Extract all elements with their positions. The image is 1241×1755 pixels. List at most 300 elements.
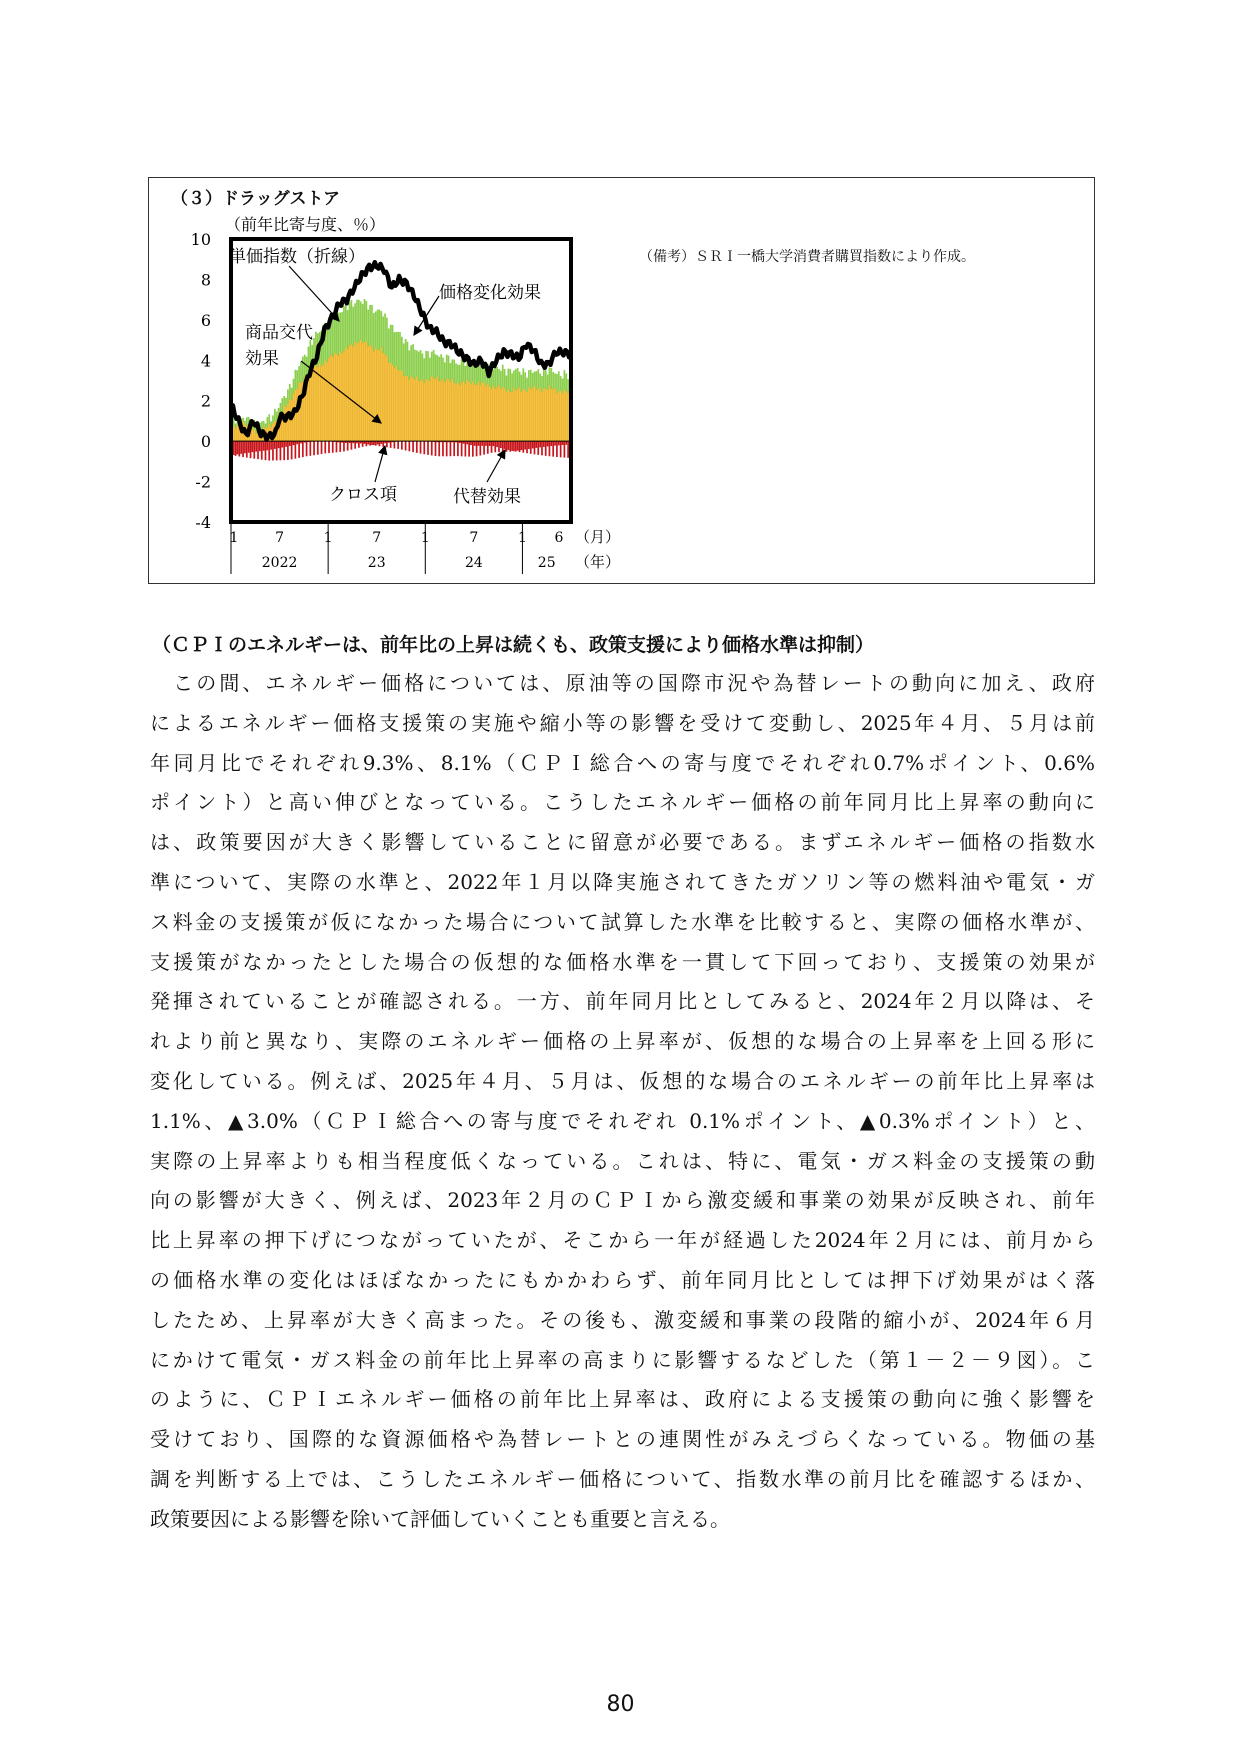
mix-bar xyxy=(369,345,371,441)
price-bar xyxy=(405,339,407,376)
cross-bar xyxy=(487,441,489,454)
price-bar xyxy=(422,353,424,379)
mix-bar xyxy=(371,347,373,441)
cross-bar xyxy=(476,441,478,456)
price-bar xyxy=(427,351,429,379)
price-bar xyxy=(494,368,496,389)
paragraph-line: 受けており、国際的な資源価格や為替レートとの連関性がみえづらくなっている。物価の基 xyxy=(150,1427,1095,1452)
cross-bar xyxy=(526,441,528,453)
mix-bar xyxy=(380,347,382,441)
price-bar xyxy=(352,307,354,347)
price-bar xyxy=(504,369,506,388)
cross-bar xyxy=(550,441,552,446)
price-bar xyxy=(457,365,459,382)
cross-bar xyxy=(309,441,311,456)
chart xyxy=(149,178,1094,583)
mix-bar xyxy=(530,389,532,441)
cross-bar xyxy=(537,441,539,455)
cross-bar xyxy=(343,441,345,451)
cross-bar xyxy=(295,441,297,458)
mix-bar xyxy=(403,376,405,441)
cross-bar xyxy=(382,441,384,447)
mix-bar xyxy=(446,379,448,441)
price-bar xyxy=(556,374,558,393)
price-bar xyxy=(543,368,545,388)
mix-bar xyxy=(444,382,446,441)
price-bar xyxy=(266,417,268,427)
price-bar xyxy=(526,378,528,392)
cross-bar xyxy=(375,441,377,445)
mix-bar xyxy=(442,379,444,441)
cross-bar xyxy=(255,441,257,452)
cross-bar xyxy=(479,441,481,455)
price-bar xyxy=(371,305,373,347)
price-bar xyxy=(386,318,388,357)
mix-bar xyxy=(287,404,289,442)
cross-bar xyxy=(565,441,567,445)
price-bar xyxy=(274,409,276,421)
cross-bar xyxy=(457,441,459,456)
mix-bar xyxy=(283,406,285,441)
cross-bar xyxy=(472,441,474,457)
price-bar xyxy=(244,421,246,425)
cross-bar xyxy=(522,441,524,453)
mix-bar xyxy=(470,384,472,441)
mix-bar xyxy=(433,378,435,441)
price-bar xyxy=(345,305,347,347)
y-tick-label: 2 xyxy=(200,391,211,411)
cross-bar xyxy=(496,441,498,447)
mix-bar xyxy=(465,383,467,441)
mix-bar xyxy=(489,387,491,441)
price-bar xyxy=(461,359,463,382)
mix-bar xyxy=(351,344,353,441)
mix-bar xyxy=(311,371,313,441)
price-bar xyxy=(293,379,295,393)
mix-bar xyxy=(360,340,362,442)
cross-bar xyxy=(362,441,364,447)
cross-bar xyxy=(371,441,373,445)
price-bar xyxy=(394,332,396,368)
price-bar xyxy=(448,356,450,380)
mix-bar xyxy=(407,376,409,441)
price-bar xyxy=(403,343,405,376)
mix-bar xyxy=(528,387,530,441)
mix-bar xyxy=(358,342,360,441)
cross-bar xyxy=(263,441,265,451)
cross-bar xyxy=(521,441,523,450)
mix-bar xyxy=(326,362,328,441)
cross-bar xyxy=(240,441,242,454)
cross-bar xyxy=(491,441,493,453)
cross-bar xyxy=(313,441,315,455)
price-bar xyxy=(270,421,272,427)
cross-bar xyxy=(293,441,295,445)
mix-bar xyxy=(420,381,422,441)
mix-bar xyxy=(560,391,562,441)
mix-bar xyxy=(425,380,427,441)
mix-bar xyxy=(367,346,369,441)
price-bar xyxy=(343,306,345,351)
price-bar xyxy=(463,361,465,380)
mix-bar xyxy=(468,382,470,441)
cross-bar xyxy=(556,441,558,457)
price-bar xyxy=(532,373,534,388)
paragraph-line: したため、上昇率が大きく高まった。その後も、激変緩和事業の段階的縮小が、2024年６月 xyxy=(150,1307,1095,1332)
cross-bar xyxy=(317,441,319,455)
price-bar xyxy=(550,368,552,389)
chart-unit-label: （前年比寄与度、％） xyxy=(225,215,386,234)
price-bar xyxy=(354,303,356,342)
mix-bar xyxy=(493,386,495,442)
mix-bar xyxy=(476,385,478,442)
mix-bar xyxy=(392,365,394,441)
price-bar xyxy=(414,350,416,380)
cross-bar xyxy=(431,441,433,455)
mix-bar xyxy=(324,360,326,441)
cross-bar xyxy=(390,441,392,448)
annotation-cross: クロス項 xyxy=(329,485,397,505)
cross-bar xyxy=(500,441,502,448)
price-bar xyxy=(265,423,267,428)
price-bar xyxy=(367,310,369,347)
price-bar xyxy=(268,414,270,424)
price-bar xyxy=(425,351,427,380)
cross-bar xyxy=(257,441,259,459)
cross-bar xyxy=(504,441,506,449)
price-bar xyxy=(513,370,515,387)
mix-bar xyxy=(422,379,424,441)
cross-bar xyxy=(513,441,515,451)
cross-bar xyxy=(324,441,326,453)
cross-bar xyxy=(289,441,291,446)
price-bar xyxy=(517,368,519,389)
mix-bar xyxy=(496,387,498,441)
price-bar xyxy=(283,396,285,406)
price-bar xyxy=(304,355,306,377)
price-bar xyxy=(377,310,379,351)
cross-bar xyxy=(506,441,508,452)
price-bar xyxy=(539,373,541,388)
x-month-tick: 7 xyxy=(275,530,285,546)
price-bar xyxy=(407,342,409,376)
mix-bar xyxy=(237,425,239,441)
cross-bar xyxy=(328,441,330,453)
price-bar xyxy=(478,365,480,382)
price-bar xyxy=(332,319,334,357)
price-bar xyxy=(380,311,382,347)
mix-bar xyxy=(323,365,325,441)
paragraph-line: 1.1%、▲3.0%（ＣＰＩ総合への寄与度でそれぞれ 0.1%ポイント、▲0.3%ポイント）と、 xyxy=(150,1108,1095,1133)
cross-bar xyxy=(252,441,254,452)
price-bar xyxy=(451,359,453,379)
mix-bar xyxy=(332,357,334,441)
price-bar xyxy=(560,376,562,391)
price-bar xyxy=(373,313,375,351)
x-month-tick: 7 xyxy=(469,530,479,546)
price-bar xyxy=(281,398,283,412)
price-bar xyxy=(300,362,302,383)
cross-bar xyxy=(442,441,444,456)
paragraph-line: 政策要因による影響を除いて評価していくことも重要と言える。 xyxy=(150,1506,730,1531)
price-bar xyxy=(450,363,452,382)
mix-bar xyxy=(547,390,549,442)
cross-bar xyxy=(412,441,414,452)
mix-bar xyxy=(455,384,457,441)
cross-bar xyxy=(498,441,500,452)
cross-bar xyxy=(532,441,534,448)
price-bar xyxy=(567,379,569,393)
mix-bar xyxy=(427,379,429,441)
mix-bar xyxy=(479,385,481,441)
cross-bar xyxy=(336,441,338,452)
price-bar xyxy=(470,366,472,384)
cross-bar xyxy=(519,441,521,452)
cross-bar xyxy=(545,441,547,456)
cross-bar xyxy=(511,441,513,451)
cross-bar xyxy=(560,441,562,457)
paragraph-line: れより前と異なり、実際のエネルギー価格の上昇率が、仮想的な場合の上昇率を上回る形に xyxy=(150,1029,1095,1054)
cross-bar xyxy=(265,441,267,460)
price-bar xyxy=(242,418,244,422)
mix-bar xyxy=(298,383,300,442)
mix-bar xyxy=(536,390,538,441)
cross-bar xyxy=(420,441,422,453)
paragraph-line: 支援策がなかったとした場合の仮想的な価格水準を一貫して下回っており、支援策の効果が xyxy=(150,949,1095,974)
mix-bar xyxy=(549,385,551,441)
x-month-tick: 1 xyxy=(229,530,239,546)
cross-bar xyxy=(298,441,300,458)
price-bar xyxy=(388,328,390,363)
mix-bar xyxy=(478,382,480,441)
paragraph-line: ス料金の支援策が仮になかった場合について試算した水準を比較すると、実際の価格水準が、 xyxy=(150,909,1095,934)
cross-bar xyxy=(266,441,268,450)
cross-bar xyxy=(567,441,569,458)
price-bar xyxy=(502,365,504,387)
mix-bar xyxy=(440,381,442,442)
mix-bar xyxy=(515,391,517,441)
cross-bar xyxy=(401,441,403,449)
cross-bar xyxy=(416,441,418,453)
price-bar xyxy=(420,350,422,381)
cross-bar xyxy=(253,441,255,459)
price-bar xyxy=(537,369,539,388)
mix-bar xyxy=(506,392,508,441)
mix-bar xyxy=(253,429,255,441)
cross-bar xyxy=(453,441,455,456)
cross-bar xyxy=(481,441,483,446)
paragraph-line: にかけて電気・ガス料金の前年比上昇率の高まりに影響するなどした（第１－２－９図）。こ xyxy=(150,1347,1095,1372)
price-bar xyxy=(302,357,304,382)
mix-bar xyxy=(375,348,377,441)
x-year-unit: （年） xyxy=(575,553,621,571)
paragraph-line: 調を判断する上では、こうしたエネルギー価格について、指数水準の前月比を確認するほか、 xyxy=(150,1466,1095,1491)
mix-bar xyxy=(545,389,547,441)
mix-bar xyxy=(564,390,566,442)
cross-bar xyxy=(474,441,476,446)
cross-bar xyxy=(547,441,549,446)
mix-bar xyxy=(517,389,519,441)
price-bar xyxy=(384,313,386,354)
cross-bar xyxy=(268,441,270,460)
mix-bar xyxy=(554,388,556,441)
price-bar xyxy=(408,350,410,379)
cross-bar xyxy=(347,441,349,450)
price-bar xyxy=(519,372,521,388)
price-bar xyxy=(358,300,360,343)
mix-bar xyxy=(416,377,418,442)
y-tick-label: -4 xyxy=(195,513,211,532)
cross-bar xyxy=(507,441,509,450)
mix-bar xyxy=(255,434,257,441)
price-bar xyxy=(416,350,418,376)
cross-bar xyxy=(438,441,440,456)
mix-bar xyxy=(526,392,528,441)
price-bar xyxy=(444,362,446,382)
cross-bar xyxy=(235,441,237,456)
mix-bar xyxy=(394,368,396,441)
x-month-tick: 1 xyxy=(323,530,333,546)
mix-bar xyxy=(337,355,339,441)
mix-bar xyxy=(431,376,433,441)
cross-bar xyxy=(517,441,519,451)
cross-bar xyxy=(493,441,495,446)
price-bar xyxy=(246,417,248,426)
price-bar xyxy=(339,313,341,352)
mix-bar xyxy=(457,382,459,441)
price-bar xyxy=(500,371,502,389)
cross-bar xyxy=(358,441,360,448)
cross-bar xyxy=(485,441,487,446)
x-year-label: 25 xyxy=(537,555,556,571)
mix-bar xyxy=(382,353,384,441)
mix-bar xyxy=(438,381,440,441)
mix-bar xyxy=(366,341,368,441)
mix-bar xyxy=(356,343,358,441)
cross-bar xyxy=(351,441,353,450)
mix-bar xyxy=(472,381,474,441)
mix-bar xyxy=(474,385,476,441)
mix-bar xyxy=(481,382,483,441)
y-tick-label: 4 xyxy=(200,351,211,371)
cross-bar xyxy=(270,441,272,450)
cross-bar xyxy=(478,441,480,446)
price-bar xyxy=(341,312,343,353)
cross-bar xyxy=(541,441,543,455)
cross-bar xyxy=(562,441,564,445)
cross-bar xyxy=(272,441,274,460)
price-bar xyxy=(496,367,498,387)
price-bar xyxy=(347,310,349,349)
price-bar xyxy=(498,369,500,385)
mix-bar xyxy=(418,381,420,441)
mix-bar xyxy=(487,384,489,441)
figure-title: （３）ドラッグストア xyxy=(171,189,340,209)
mix-bar xyxy=(423,383,425,441)
mix-bar xyxy=(412,378,414,441)
mix-bar xyxy=(500,389,502,441)
mix-bar xyxy=(494,389,496,442)
price-bar xyxy=(390,325,392,362)
mix-bar xyxy=(513,388,515,441)
cross-bar xyxy=(554,441,556,446)
mix-bar xyxy=(509,392,511,441)
price-bar xyxy=(549,367,551,385)
mix-bar xyxy=(233,426,235,442)
annotation-arrow-subst xyxy=(487,450,505,482)
paragraph-line: 向の影響が大きく、例えば、2023年２月のＣＰＩから激変緩和事業の効果が反映され、前年 xyxy=(150,1188,1095,1213)
price-bar xyxy=(522,368,524,389)
cross-bar xyxy=(332,441,334,453)
cross-bar xyxy=(502,441,504,452)
paragraph-line: は、政策要因が大きく影響していることに留意が必要である。まずエネルギー価格の指数水 xyxy=(150,830,1095,855)
price-bar xyxy=(235,424,237,429)
annotation-mix-2: 効果 xyxy=(245,349,279,369)
mix-bar xyxy=(408,380,410,441)
cross-bar xyxy=(306,441,308,456)
mix-bar xyxy=(534,386,536,442)
mix-bar xyxy=(373,351,375,441)
cross-bar xyxy=(366,441,368,446)
mix-bar xyxy=(466,380,468,441)
mix-bar xyxy=(532,388,534,441)
y-tick-label: -2 xyxy=(195,472,211,492)
cross-bar xyxy=(528,441,530,449)
mix-bar xyxy=(524,390,526,441)
mix-bar xyxy=(362,343,364,441)
cross-bar xyxy=(354,441,356,449)
annotation-subst: 代替効果 xyxy=(453,487,521,507)
y-tick-label: 8 xyxy=(200,270,211,290)
price-bar xyxy=(562,379,564,394)
price-bar xyxy=(392,325,394,365)
price-bar xyxy=(296,370,298,389)
price-bar xyxy=(507,369,509,390)
price-bar xyxy=(433,350,435,378)
price-bar xyxy=(351,300,353,344)
mix-bar xyxy=(435,379,437,441)
cross-bar xyxy=(281,441,283,447)
cross-bar xyxy=(450,441,452,456)
price-bar xyxy=(521,375,523,392)
cross-bar xyxy=(259,441,261,451)
cross-bar xyxy=(509,441,511,452)
mix-bar xyxy=(347,349,349,441)
mix-bar xyxy=(334,353,336,441)
price-bar xyxy=(375,311,377,347)
mix-bar xyxy=(522,389,524,441)
price-bar xyxy=(435,354,437,379)
mix-bar xyxy=(451,379,453,441)
cross-bar xyxy=(397,441,399,449)
body-paragraph xyxy=(150,664,1095,1540)
cross-bar xyxy=(261,441,263,460)
price-bar xyxy=(298,366,300,382)
paragraph-line: 実際の上昇率よりも相当程度低くなっている。これは、特に、電気・ガス料金の支援策の動 xyxy=(150,1148,1095,1173)
x-year-label: 2022 xyxy=(261,555,298,571)
mix-bar xyxy=(543,388,545,441)
mix-bar xyxy=(364,342,366,441)
mix-bar xyxy=(504,388,506,441)
price-bar xyxy=(401,337,403,370)
mix-bar xyxy=(317,367,319,441)
annotation-line: 単価指数（折線） xyxy=(229,247,365,267)
mix-bar xyxy=(410,376,412,441)
mix-bar xyxy=(558,391,560,441)
price-bar xyxy=(534,372,536,386)
mix-bar xyxy=(308,374,310,441)
mix-bar xyxy=(384,354,386,441)
